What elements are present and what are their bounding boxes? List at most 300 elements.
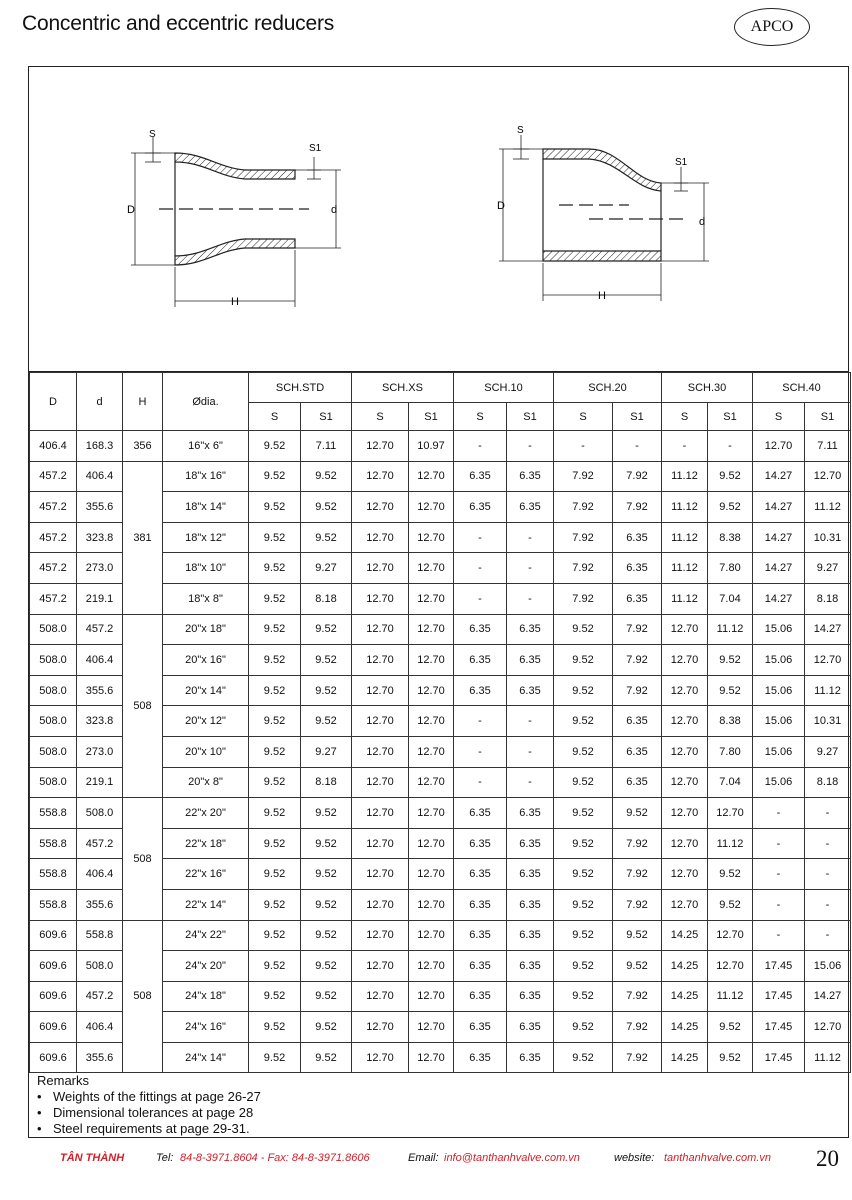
footer-tel-label: Tel: [156, 1152, 174, 1164]
cell-thickness: 11.12 [708, 614, 753, 645]
cell-thickness: 12.70 [662, 614, 708, 645]
cell-thickness: 6.35 [507, 492, 554, 523]
cell-d: 406.4 [77, 461, 123, 492]
page-number: 20 [816, 1146, 839, 1171]
header-dia: Ødia. [163, 373, 249, 431]
footer-company: TÂN THÀNH [60, 1152, 125, 1164]
cell-dia: 24"x 14" [163, 1042, 249, 1073]
cell-thickness: - [507, 553, 554, 584]
cell-thickness: 9.52 [249, 614, 301, 645]
cell-thickness: 9.52 [301, 981, 352, 1012]
cell-thickness: 7.92 [554, 461, 613, 492]
cell-thickness: 9.52 [249, 675, 301, 706]
cell-thickness: 9.52 [613, 920, 662, 951]
cell-thickness: 9.52 [249, 492, 301, 523]
cell-thickness: 10.31 [805, 522, 851, 553]
cell-thickness: 12.70 [352, 1012, 409, 1043]
cell-thickness: 15.06 [753, 675, 805, 706]
cell-thickness: 12.70 [352, 889, 409, 920]
cell-thickness: 9.52 [249, 767, 301, 798]
table-row [30, 461, 851, 492]
cell-thickness: 12.70 [805, 1012, 851, 1043]
header-sch-30: SCH.30 [662, 373, 753, 403]
cell-thickness: 6.35 [507, 675, 554, 706]
cell-thickness: 9.52 [554, 951, 613, 982]
cell-thickness: 7.11 [301, 431, 352, 462]
remarks-list [37, 1089, 261, 1137]
header-sch-20: SCH.20 [554, 373, 662, 403]
cell-thickness: - [805, 889, 851, 920]
cell-thickness: 9.52 [301, 1042, 352, 1073]
cell-thickness: - [805, 859, 851, 890]
cell-thickness: 6.35 [454, 859, 507, 890]
cell-d: 219.1 [77, 767, 123, 798]
cell-thickness: 9.52 [554, 889, 613, 920]
header-sch-std: SCH.STD [249, 373, 352, 403]
header-H: H [123, 373, 163, 431]
cell-thickness: 7.80 [708, 553, 753, 584]
cell-thickness: 12.70 [662, 798, 708, 829]
cell-thickness: 14.25 [662, 920, 708, 951]
cell-thickness: 7.92 [613, 981, 662, 1012]
table-row [30, 798, 851, 829]
cell-thickness: 6.35 [613, 736, 662, 767]
cell-d: 355.6 [77, 889, 123, 920]
cell-thickness: 9.52 [554, 767, 613, 798]
cell-thickness: 12.70 [409, 981, 454, 1012]
cell-D: 457.2 [30, 492, 77, 523]
cell-thickness: - [454, 706, 507, 737]
cell-D: 457.2 [30, 461, 77, 492]
cell-thickness: - [554, 431, 613, 462]
technical-drawing-area [29, 67, 848, 372]
cell-D: 406.4 [30, 431, 77, 462]
cell-thickness: - [454, 583, 507, 614]
cell-thickness: 15.06 [753, 767, 805, 798]
cell-d: 406.4 [77, 859, 123, 890]
cell-dia: 18"x 8" [163, 583, 249, 614]
cell-thickness: 6.35 [507, 1012, 554, 1043]
cell-thickness: 9.52 [301, 889, 352, 920]
cell-thickness: 14.27 [805, 981, 851, 1012]
subheader-s: S [454, 403, 507, 431]
cell-thickness: 11.12 [708, 828, 753, 859]
cell-thickness: 6.35 [454, 645, 507, 676]
cell-d: 355.6 [77, 675, 123, 706]
cell-thickness: 6.35 [454, 828, 507, 859]
cell-H: 508 [123, 798, 163, 920]
cell-dia: 22"x 18" [163, 828, 249, 859]
cell-d: 355.6 [77, 492, 123, 523]
cell-D: 508.0 [30, 675, 77, 706]
cell-thickness: 6.35 [454, 981, 507, 1012]
cell-dia: 24"x 18" [163, 981, 249, 1012]
cell-thickness: 12.70 [409, 675, 454, 706]
cell-thickness: 12.70 [352, 553, 409, 584]
subheader-s: S [554, 403, 613, 431]
cell-thickness: 9.52 [249, 583, 301, 614]
table-row [30, 614, 851, 645]
cell-thickness: 12.70 [409, 614, 454, 645]
cell-thickness: 9.52 [249, 828, 301, 859]
cell-thickness: 9.52 [708, 645, 753, 676]
cell-thickness: 15.06 [805, 951, 851, 982]
cell-thickness: - [708, 431, 753, 462]
cell-thickness: 12.70 [352, 859, 409, 890]
cell-thickness: 9.52 [708, 461, 753, 492]
cell-d: 273.0 [77, 736, 123, 767]
bullet-icon: • [37, 1121, 42, 1136]
cell-thickness: 6.35 [613, 767, 662, 798]
cell-thickness: 14.25 [662, 981, 708, 1012]
reducer-dimensions-table [29, 372, 851, 1073]
cell-thickness: 12.70 [409, 1012, 454, 1043]
cell-thickness: 9.52 [249, 645, 301, 676]
cell-thickness: 12.70 [352, 706, 409, 737]
cell-dia: 22"x 14" [163, 889, 249, 920]
cell-thickness: - [454, 522, 507, 553]
subheader-s1: S1 [613, 403, 662, 431]
cell-thickness: 7.92 [613, 614, 662, 645]
cell-thickness: 7.04 [708, 583, 753, 614]
cell-dia: 20"x 18" [163, 614, 249, 645]
cell-thickness: 11.12 [662, 461, 708, 492]
remarks-item-text: Steel requirements at page 29-31. [53, 1121, 250, 1136]
cell-D: 457.2 [30, 583, 77, 614]
cell-thickness: 12.70 [352, 920, 409, 951]
header-D: D [30, 373, 77, 431]
cell-D: 508.0 [30, 736, 77, 767]
cell-thickness: 6.35 [507, 1042, 554, 1073]
cell-thickness: 9.52 [301, 645, 352, 676]
cell-thickness: - [454, 767, 507, 798]
apco-logo [734, 8, 810, 46]
header-sch-10: SCH.10 [454, 373, 554, 403]
remarks-item-text: Dimensional tolerances at page 28 [53, 1105, 254, 1120]
table-row [30, 431, 851, 462]
cell-thickness: 7.92 [554, 492, 613, 523]
cell-thickness: 12.70 [662, 859, 708, 890]
cell-thickness: 9.52 [249, 736, 301, 767]
cell-thickness: 12.70 [352, 461, 409, 492]
eccentric-label-s: S [517, 125, 524, 136]
eccentric-bottom-wall [543, 251, 661, 261]
cell-thickness: - [753, 859, 805, 890]
header-sch-xs: SCH.XS [352, 373, 454, 403]
cell-thickness: 11.12 [805, 675, 851, 706]
cell-d: 273.0 [77, 553, 123, 584]
cell-thickness: 7.92 [613, 1042, 662, 1073]
cell-thickness: - [507, 706, 554, 737]
cell-D: 558.8 [30, 828, 77, 859]
cell-thickness: 8.38 [708, 706, 753, 737]
cell-thickness: 8.18 [301, 583, 352, 614]
cell-thickness: 12.70 [662, 889, 708, 920]
cell-thickness: 9.52 [249, 706, 301, 737]
cell-thickness: 12.70 [409, 553, 454, 584]
reducer-drawings [29, 67, 850, 372]
cell-thickness: 17.45 [753, 1042, 805, 1073]
cell-thickness: 9.52 [301, 614, 352, 645]
cell-H: 356 [123, 431, 163, 462]
cell-thickness: 6.35 [454, 1012, 507, 1043]
cell-thickness: 9.52 [301, 461, 352, 492]
cell-thickness: 12.70 [662, 767, 708, 798]
cell-thickness: 9.27 [805, 736, 851, 767]
cell-thickness: 12.70 [352, 675, 409, 706]
concentric-label-D: D [127, 204, 135, 216]
cell-thickness: 9.52 [249, 553, 301, 584]
bullet-icon: • [37, 1089, 42, 1104]
header-d: d [77, 373, 123, 431]
cell-thickness: 9.52 [554, 859, 613, 890]
cell-thickness: 9.52 [554, 645, 613, 676]
concentric-top-wall [175, 153, 295, 179]
cell-thickness: 7.11 [805, 431, 851, 462]
cell-d: 457.2 [77, 981, 123, 1012]
cell-thickness: - [753, 798, 805, 829]
cell-thickness: 9.52 [613, 951, 662, 982]
cell-thickness: 12.70 [708, 951, 753, 982]
cell-d: 406.4 [77, 1012, 123, 1043]
cell-thickness: 12.70 [409, 645, 454, 676]
cell-thickness: 8.18 [805, 583, 851, 614]
cell-thickness: 11.12 [805, 1042, 851, 1073]
cell-dia: 22"x 16" [163, 859, 249, 890]
cell-thickness: 12.70 [409, 492, 454, 523]
cell-thickness: 12.70 [409, 920, 454, 951]
cell-dia: 18"x 10" [163, 553, 249, 584]
remarks-item-text: Weights of the fittings at page 26-27 [53, 1089, 261, 1104]
cell-thickness: 12.70 [352, 614, 409, 645]
cell-thickness: 9.52 [249, 951, 301, 982]
cell-H: 381 [123, 461, 163, 614]
cell-thickness: 12.70 [662, 828, 708, 859]
cell-thickness: 9.52 [554, 798, 613, 829]
eccentric-label-d: d [699, 216, 706, 228]
eccentric-label-H: H [598, 290, 606, 302]
cell-thickness: 9.52 [301, 828, 352, 859]
cell-thickness: 12.70 [409, 1042, 454, 1073]
subheader-s1: S1 [507, 403, 554, 431]
cell-D: 558.8 [30, 798, 77, 829]
cell-thickness: 6.35 [454, 798, 507, 829]
cell-D: 457.2 [30, 553, 77, 584]
cell-thickness: 11.12 [708, 981, 753, 1012]
cell-dia: 24"x 22" [163, 920, 249, 951]
cell-thickness: 12.70 [409, 828, 454, 859]
cell-thickness: 9.52 [708, 859, 753, 890]
remarks-item [37, 1121, 261, 1137]
cell-D: 609.6 [30, 920, 77, 951]
cell-thickness: 12.70 [352, 492, 409, 523]
spec-sheet-frame [28, 66, 849, 1138]
cell-thickness: 6.35 [507, 920, 554, 951]
cell-thickness: 9.52 [554, 736, 613, 767]
concentric-label-s: S [149, 129, 156, 140]
cell-thickness: 12.70 [753, 431, 805, 462]
cell-d: 355.6 [77, 1042, 123, 1073]
page-footer [0, 1146, 852, 1176]
cell-thickness: 12.70 [409, 951, 454, 982]
cell-thickness: 9.52 [708, 492, 753, 523]
concentric-bottom-wall [175, 239, 295, 265]
cell-thickness: 12.70 [409, 798, 454, 829]
cell-thickness: 9.52 [249, 431, 301, 462]
concentric-label-s1: S1 [309, 143, 322, 154]
cell-thickness: - [507, 767, 554, 798]
table-body [30, 431, 851, 1073]
footer-website-link[interactable]: tanthanhvalve.com.vn [664, 1152, 772, 1164]
cell-thickness: - [805, 920, 851, 951]
cell-dia: 20"x 16" [163, 645, 249, 676]
cell-dia: 22"x 20" [163, 798, 249, 829]
cell-d: 508.0 [77, 951, 123, 982]
cell-thickness: 11.12 [805, 492, 851, 523]
cell-thickness: 15.06 [753, 645, 805, 676]
cell-thickness: - [454, 431, 507, 462]
cell-dia: 20"x 14" [163, 675, 249, 706]
cell-thickness: 6.35 [613, 583, 662, 614]
cell-dia: 18"x 14" [163, 492, 249, 523]
cell-thickness: 9.52 [554, 1042, 613, 1073]
subheader-s1: S1 [708, 403, 753, 431]
cell-thickness: 15.06 [753, 614, 805, 645]
remarks-item [37, 1089, 261, 1105]
page-title: Concentric and eccentric reducers [22, 12, 335, 35]
cell-D: 609.6 [30, 1042, 77, 1073]
cell-thickness: 6.35 [613, 522, 662, 553]
cell-thickness: 11.12 [662, 553, 708, 584]
cell-thickness: 12.70 [352, 828, 409, 859]
cell-thickness: 6.35 [507, 614, 554, 645]
cell-D: 609.6 [30, 981, 77, 1012]
cell-thickness: - [613, 431, 662, 462]
cell-thickness: 9.52 [301, 1012, 352, 1043]
cell-thickness: 9.52 [301, 798, 352, 829]
cell-thickness: 6.35 [454, 951, 507, 982]
cell-thickness: 12.70 [409, 583, 454, 614]
concentric-label-d: d [331, 204, 338, 216]
cell-thickness: 6.35 [454, 889, 507, 920]
cell-thickness: 12.70 [409, 461, 454, 492]
cell-thickness: 9.52 [249, 889, 301, 920]
cell-thickness: 6.35 [454, 492, 507, 523]
cell-D: 558.8 [30, 889, 77, 920]
cell-thickness: 15.06 [753, 706, 805, 737]
cell-thickness: 14.25 [662, 1012, 708, 1043]
cell-thickness: 17.45 [753, 981, 805, 1012]
cell-thickness: 12.70 [352, 431, 409, 462]
cell-thickness: 14.27 [753, 492, 805, 523]
cell-H: 508 [123, 614, 163, 798]
cell-thickness: 6.35 [454, 614, 507, 645]
cell-thickness: 6.35 [507, 889, 554, 920]
cell-thickness: - [454, 736, 507, 767]
cell-thickness: 8.18 [805, 767, 851, 798]
cell-d: 323.8 [77, 706, 123, 737]
cell-dia: 18"x 16" [163, 461, 249, 492]
cell-thickness: 9.52 [249, 1012, 301, 1043]
footer-tel: 84-8-3971.8604 - Fax: 84-8-3971.8606 [180, 1152, 370, 1164]
cell-thickness: - [507, 431, 554, 462]
footer-email-label: Email: [408, 1152, 439, 1164]
cell-thickness: 7.92 [613, 675, 662, 706]
cell-thickness: 9.52 [554, 614, 613, 645]
cell-thickness: 9.52 [301, 522, 352, 553]
cell-thickness: 9.52 [301, 706, 352, 737]
footer-email-link[interactable]: info@tanthanhvalve.com.vn [444, 1152, 580, 1164]
cell-thickness: - [753, 889, 805, 920]
cell-thickness: 12.70 [352, 583, 409, 614]
cell-thickness: 14.27 [753, 583, 805, 614]
cell-thickness: 12.70 [352, 645, 409, 676]
cell-thickness: 6.35 [613, 706, 662, 737]
cell-thickness: 12.70 [409, 859, 454, 890]
cell-thickness: 7.92 [613, 859, 662, 890]
eccentric-label-D: D [497, 200, 505, 212]
concentric-reducer-drawing [131, 137, 341, 307]
cell-H: 508 [123, 920, 163, 1073]
subheader-s: S [662, 403, 708, 431]
cell-thickness: 14.27 [805, 614, 851, 645]
cell-d: 219.1 [77, 583, 123, 614]
cell-thickness: - [662, 431, 708, 462]
cell-thickness: 9.52 [249, 461, 301, 492]
cell-D: 508.0 [30, 706, 77, 737]
cell-D: 508.0 [30, 614, 77, 645]
cell-dia: 20"x 12" [163, 706, 249, 737]
cell-thickness: 7.92 [613, 461, 662, 492]
cell-thickness: 7.04 [708, 767, 753, 798]
cell-d: 457.2 [77, 614, 123, 645]
cell-thickness: - [753, 920, 805, 951]
cell-thickness: 10.97 [409, 431, 454, 462]
cell-thickness: 14.27 [753, 553, 805, 584]
cell-thickness: 12.70 [662, 645, 708, 676]
cell-thickness: 6.35 [454, 461, 507, 492]
cell-thickness: 6.35 [454, 920, 507, 951]
cell-D: 457.2 [30, 522, 77, 553]
eccentric-label-s1: S1 [675, 157, 688, 168]
cell-thickness: 6.35 [507, 461, 554, 492]
cell-thickness: 12.70 [409, 706, 454, 737]
cell-thickness: 7.92 [613, 1012, 662, 1043]
cell-dia: 20"x 8" [163, 767, 249, 798]
cell-thickness: 12.70 [409, 767, 454, 798]
cell-thickness: 12.70 [409, 889, 454, 920]
bullet-icon: • [37, 1105, 42, 1120]
cell-thickness: 9.27 [301, 736, 352, 767]
cell-thickness: 12.70 [352, 981, 409, 1012]
cell-thickness: 9.52 [554, 828, 613, 859]
subheader-s: S [753, 403, 805, 431]
cell-thickness: 9.52 [301, 675, 352, 706]
cell-thickness: 9.52 [249, 798, 301, 829]
cell-thickness: 9.52 [249, 522, 301, 553]
cell-thickness: 9.52 [249, 1042, 301, 1073]
cell-d: 168.3 [77, 431, 123, 462]
cell-thickness: 6.35 [507, 645, 554, 676]
cell-thickness: 6.35 [507, 798, 554, 829]
remarks-item [37, 1105, 261, 1121]
cell-thickness: 7.92 [613, 645, 662, 676]
cell-thickness: 9.52 [708, 675, 753, 706]
cell-thickness: - [753, 828, 805, 859]
cell-thickness: 7.80 [708, 736, 753, 767]
subheader-s: S [352, 403, 409, 431]
cell-thickness: 9.52 [249, 920, 301, 951]
